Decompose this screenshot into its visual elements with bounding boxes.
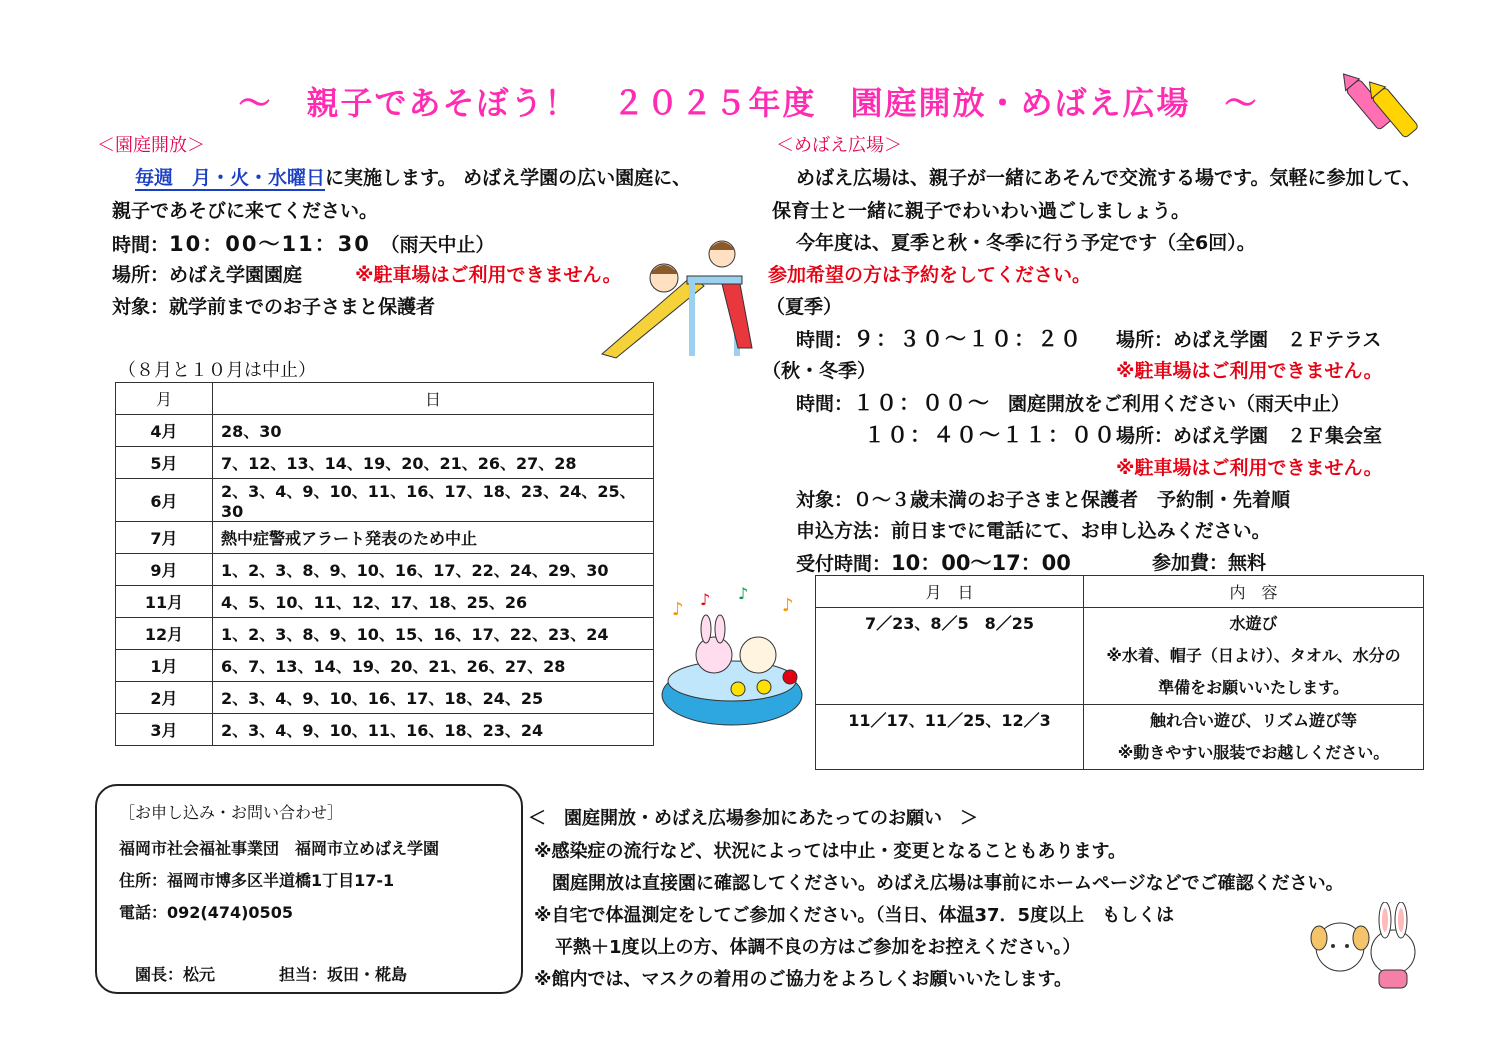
reception-label: 受付時間： [796, 553, 892, 575]
contact-heading: ［お申し込み・お問い合わせ］ [119, 803, 344, 822]
schedule-days: 4、5、10、11、12、17、18、25、26 [213, 586, 654, 618]
teien-time [112, 228, 494, 258]
mebae-header-date: 月 日 [816, 576, 1084, 608]
contact-phone: 電話：092(474)0505 [119, 903, 293, 922]
mebae-autumn-label: （秋・冬季） [762, 360, 877, 382]
mebae-row2-line2: ※動きやすい服装でお越しください。 [1117, 743, 1390, 762]
autumn-time1-note: 園庭開放をご利用ください（雨天中止） [1008, 393, 1351, 415]
contact-org: 福岡市社会福祉事業団 福岡市立めばえ学園 [119, 839, 440, 858]
mebae-target: 対象：０～３歳未満のお子さまと保護者 予約制・先着順 [796, 489, 1291, 511]
notice-line5: ※館内では、マスクの着用のご協力をよろしくお願いいたします。 [534, 969, 1073, 990]
mebae-fee: 参加費：無料 [1152, 552, 1267, 574]
mebae-parking-2: ※駐車場はご利用できません。 [1116, 457, 1383, 479]
mebae-summer-time [796, 323, 1083, 353]
mebae-header-content: 内 容 [1084, 576, 1424, 608]
mebae-heading: ＜めばえ広場＞ [776, 135, 902, 156]
pool-animals-illustration [652, 585, 812, 735]
schedule-month: 4月 [116, 415, 213, 447]
schedule-days: 28、30 [213, 415, 654, 447]
teien-heading: ＜園庭開放＞ [97, 135, 205, 156]
schedule-days: 2、3、4、9、10、16、17、18、24、25 [213, 682, 654, 714]
schedule-note: （８月と１０月は中止） [118, 360, 316, 381]
schedule-header-month: 月 [116, 383, 213, 415]
schedule-row [116, 714, 654, 746]
summer-time-label: 時間： [796, 329, 854, 351]
schedule-month: 12月 [116, 618, 213, 650]
teien-place: 場所：めばえ学園園庭 [112, 264, 303, 286]
mebae-row1-line1: 水遊び [1229, 614, 1278, 633]
dog-rabbit-illustration [1305, 902, 1425, 992]
mebae-line3: 今年度は、夏季と秋・冬季に行う予定です（全6回）。 [796, 232, 1256, 254]
svg-text:♪: ♪ [782, 595, 794, 616]
svg-text:♪: ♪ [700, 590, 711, 609]
notice-line1: ※感染症の流行など、状況によっては中止・変更となることもあります。 [534, 841, 1127, 862]
mebae-reserve: 参加希望の方は予約をしてください。 [768, 264, 1092, 286]
mebae-autumn-place: 場所：めばえ学園 ２Ｆ集会室 [1116, 425, 1383, 447]
notice-heading: ＜ 園庭開放・めばえ広場参加にあたってのお願い ＞ [528, 808, 978, 829]
schedule-days: 7、12、13、14、19、20、21、26、27、28 [213, 447, 654, 479]
mebae-row1-line3: 準備をお願いいたします。 [1158, 678, 1349, 697]
schedule-days: 1、2、3、8、9、10、16、17、22、24、29、30 [213, 554, 654, 586]
schedule-row [116, 554, 654, 586]
schedule-month: 5月 [116, 447, 213, 479]
mebae-row1-content [1084, 608, 1424, 705]
schedule-row [116, 415, 654, 447]
schedule-month: 2月 [116, 682, 213, 714]
teien-target: 対象：就学前までのお子さまと保護者 [112, 296, 436, 318]
schedule-days: 6、7、13、14、19、20、21、26、27、28 [213, 650, 654, 682]
contact-box [95, 784, 523, 994]
mebae-row2-date: 11／17、11／25、12／3 [816, 705, 1084, 770]
mebae-apply: 申込方法：前日までに電話にて、お申し込みください。 [796, 520, 1271, 542]
schedule-month: 3月 [116, 714, 213, 746]
schedule-month: 7月 [116, 522, 213, 554]
schedule-days: 2、3、4、9、10、11、16、17、18、23、24、25、30 [213, 479, 654, 522]
schedule-row [116, 447, 654, 479]
contact-address: 住所：福岡市博多区半道橋1丁目17-1 [119, 871, 395, 890]
teien-parking: ※駐車場はご利用できません。 [355, 264, 622, 286]
mebae-row2-line1: 触れ合い遊び、リズム遊び等 [1149, 711, 1358, 730]
mebae-line2: 保育士と一緒に親子でわいわい過ごしましょう。 [772, 200, 1191, 222]
teien-line1 [135, 163, 691, 190]
schedule-month: 1月 [116, 650, 213, 682]
mebae-row2-content [1084, 705, 1424, 770]
page-title: ～ 親子であそぼう！ ２０２５年度 園庭開放・めばえ広場 ～ [238, 84, 1259, 122]
mebae-summer-label: （夏季） [766, 296, 843, 318]
autumn-time2-value: １０：４０～１１：００ [864, 423, 1117, 447]
teien-schedule-table [115, 382, 654, 746]
notice-line3: ※自宅で体温測定をしてご参加ください。（当日、体温37．5度以上 もしくは [534, 905, 1175, 926]
teien-line1-rest: に実施します。 めばえ学園の広い園庭に、 [325, 167, 692, 189]
autumn-time-label: 時間： [796, 393, 854, 415]
teien-time-note: （雨天中止） [389, 234, 495, 256]
svg-text:♪: ♪ [672, 599, 684, 620]
schedule-row [116, 479, 654, 522]
teien-line2: 親子であそびに来てください。 [112, 200, 379, 222]
schedule-month: 9月 [116, 554, 213, 586]
summer-time-value: ９：３０～１０：２０ [853, 327, 1084, 351]
teien-days: 毎週 月・火・水曜日 [135, 167, 326, 189]
autumn-time1-value: １０：００～ [853, 391, 992, 415]
mebae-autumn-time1 [796, 387, 991, 417]
schedule-days: 1、2、3、8、9、10、15、16、17、22、23、24 [213, 618, 654, 650]
mebae-row1-line2: ※水着、帽子（日よけ）、タオル、水分の [1106, 646, 1401, 665]
schedule-row [116, 586, 654, 618]
mebae-summer-place: 場所：めばえ学園 ２Ｆテラス [1116, 329, 1382, 351]
reception-time: 10：00～17：00 [891, 551, 1071, 575]
mebae-row1-date: 7／23、8／5 8／25 [816, 608, 1084, 705]
svg-text:♪: ♪ [738, 585, 749, 603]
mebae-parking-1: ※駐車場はご利用できません。 [1116, 360, 1383, 382]
notice-line4: 平熱＋1度以上の方、体調不良の方はご参加をお控えください。） [555, 937, 1081, 958]
teien-time-value: 10：00～11：30 [169, 232, 371, 256]
schedule-row [116, 618, 654, 650]
teien-time-label: 時間： [112, 234, 170, 256]
schedule-month: 11月 [116, 586, 213, 618]
schedule-header-day: 日 [213, 383, 654, 415]
mebae-reception [796, 547, 1071, 577]
schedule-row [116, 682, 654, 714]
schedule-row [116, 522, 654, 554]
crayons-illustration [1340, 68, 1420, 140]
notice-line2: 園庭開放は直接園に確認してください。めばえ広場は事前にホームページなどでご確認ください。 [552, 873, 1344, 894]
slide-children-illustration [592, 236, 762, 364]
schedule-days: 2、3、4、9、10、11、16、18、23、24 [213, 714, 654, 746]
mebae-line1: めばえ広場は、親子が一緒にあそんで交流する場です。気軽に参加して、 [796, 167, 1422, 189]
schedule-month: 6月 [116, 479, 213, 522]
schedule-row [116, 650, 654, 682]
schedule-days: 熱中症警戒アラート発表のため中止 [213, 522, 654, 554]
contact-staff: 園長：松元 担当：坂田・椛島 [135, 965, 408, 984]
mebae-schedule-table [815, 575, 1424, 770]
